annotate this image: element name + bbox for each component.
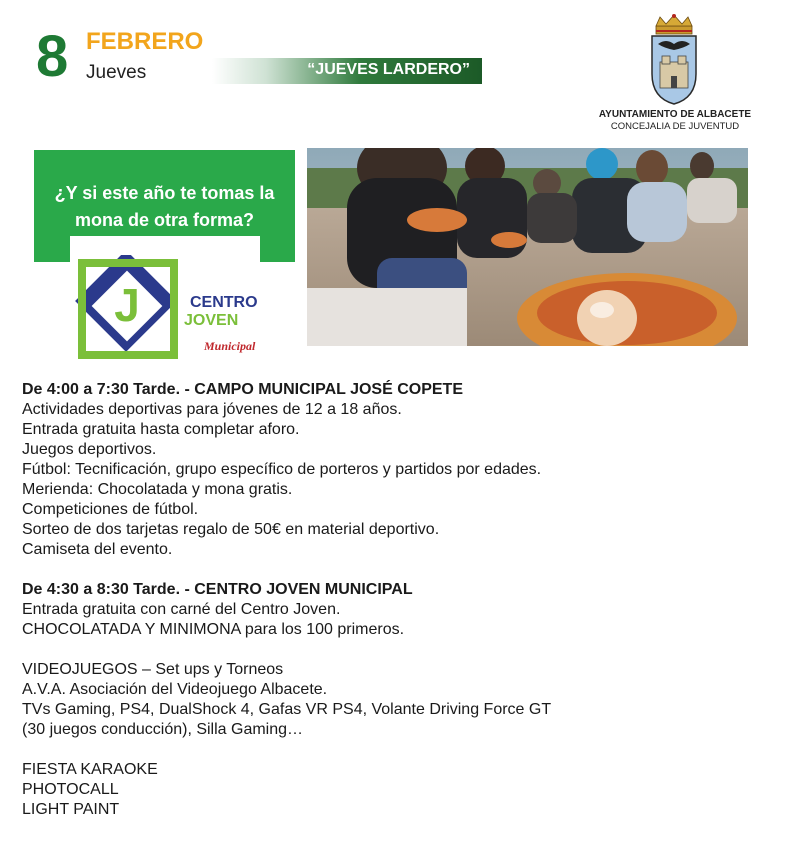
promo-question <box>34 180 295 234</box>
promo-box <box>34 150 295 262</box>
logo-line2: JOVEN <box>184 312 239 329</box>
logo-letter: J <box>114 279 140 331</box>
event1-line: Sorteo de dos tarjetas regalo de 50€ en material deportivo. <box>22 521 440 538</box>
month-label: FEBRERO <box>86 28 204 55</box>
videogames-line: VIDEOJUEGOS – Set ups y Torneos <box>22 661 284 678</box>
coat-of-arms-icon <box>648 14 700 106</box>
city-council-name: AYUNTAMIENTO DE ALBACETE <box>598 109 752 120</box>
city-council-department: CONCEJALIA DE JUVENTUD <box>610 121 740 132</box>
event1-line: Entrada gratuita hasta completar aforo. <box>22 421 300 438</box>
event1-line: Juegos deportivos. <box>22 441 157 458</box>
event-banner <box>212 58 482 84</box>
event2-heading: De 4:30 a 8:30 Tarde. - CENTRO JOVEN MUNICIPAL <box>22 581 413 598</box>
logo-line3: Municipal <box>204 339 256 353</box>
event1-line: Fútbol: Tecnificación, grupo específico de porteros y partidos por edades. <box>22 461 542 478</box>
group-photo <box>307 148 748 346</box>
event-details <box>22 380 552 820</box>
centro-joven-logo <box>72 255 272 365</box>
promo-question-line2: mona de otra forma? <box>74 210 255 230</box>
day-number: 8 <box>36 24 69 89</box>
extra-activity: LIGHT PAINT <box>22 801 120 818</box>
banner-title: “JUEVES LARDERO” <box>307 61 470 78</box>
logo-line1: CENTRO <box>190 294 258 311</box>
event1-line: Actividades deportivas para jóvenes de 12 a 18 años. <box>22 401 402 418</box>
extra-activity: FIESTA KARAOKE <box>22 761 158 778</box>
event1-line: Merienda: Chocolatada y mona gratis. <box>22 481 293 498</box>
event1-line: Camiseta del evento. <box>22 541 173 558</box>
videogames-line: A.V.A. Asociación del Videojuego Albacete. <box>22 681 328 698</box>
event2-line: CHOCOLATADA Y MINIMONA para los 100 primeros. <box>22 621 405 638</box>
event1-line: Competiciones de fútbol. <box>22 501 199 518</box>
event2-line: Entrada gratuita con carné del Centro Joven. <box>22 601 341 618</box>
videogames-line: TVs Gaming, PS4, DualShock 4, Gafas VR PS4, Volante Driving Force GT (30 juegos conducción), Silla Gaming… <box>22 701 551 738</box>
extra-activity: PHOTOCALL <box>22 781 119 798</box>
event1-heading: De 4:00 a 7:30 Tarde. - CAMPO MUNICIPAL JOSÉ COPETE <box>22 381 463 398</box>
weekday-label: Jueves <box>86 62 147 83</box>
promo-question-line1: ¿Y si este año te tomas la <box>54 183 275 203</box>
